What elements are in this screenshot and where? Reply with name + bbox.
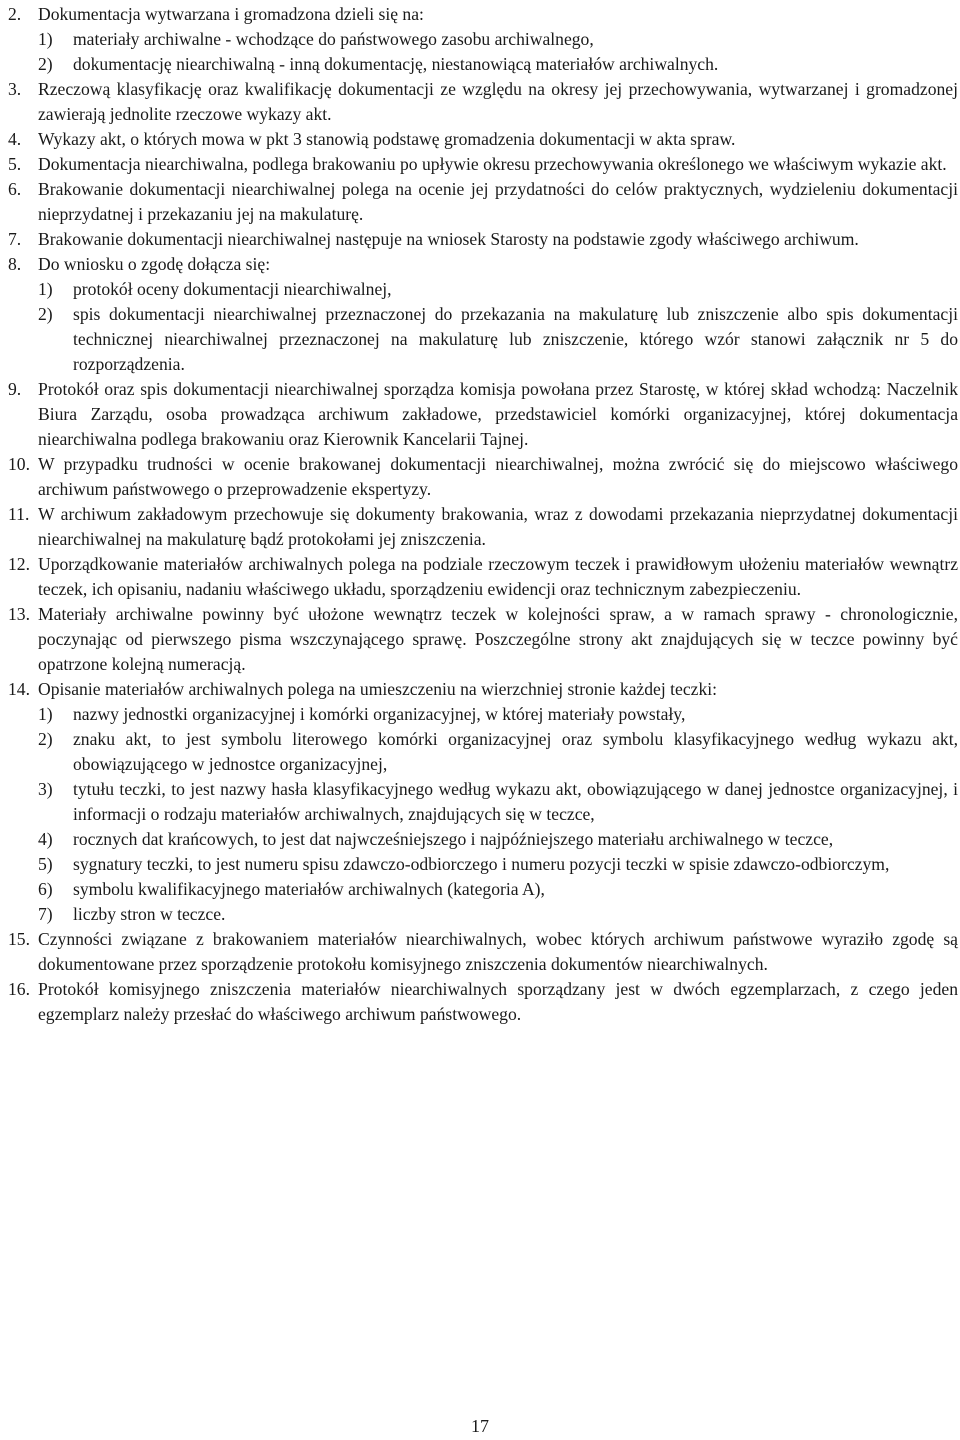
sub-item-number: 3) [38,779,53,799]
item-number: 3. [8,79,22,99]
sub-item-number: 7) [38,904,53,924]
item-number: 9. [8,379,22,399]
sub-item-text: materiały archiwalne - wchodzące do państwowego zasobu archiwalnego, [73,29,594,49]
sub-item-text: liczby stron w teczce. [73,904,226,924]
list-item [8,177,958,227]
item-text: Uporządkowanie materiałów archiwalnych polega na podziale rzeczowym teczek i prawidłowym ułożeniu materiałów wewnątrz teczek, ich opisaniu, nadaniu właściwego układu, sporządzeniu ewidencji oraz technicznym zabezpieczeniu. [38,554,958,599]
item-number: 14. [8,679,30,699]
sub-item-text: dokumentację niearchiwalną - inną dokumentację, niestanowiącą materiałów archiwalnych. [73,54,719,74]
item-text: Protokół oraz spis dokumentacji niearchiwalnej sporządza komisja powołana przez Starostę, w której skład wchodzą: Naczelnik Biura Zarządu, osoba prowadząca archiwum zakładowe, przedstawiciel komórki organizacyjnej, której dokumentacja niearchiwalna podlega brakowaniu oraz Kierownik Kancelarii Tajnej. [38,379,958,449]
item-number: 13. [8,604,30,624]
item-text: Czynności związane z brakowaniem materiałów niearchiwalnych, wobec których archiwum państwowe wyraziło zgodę są dokumentowane przez sporządzenie protokołu komisyjnego zniszczenia dokumentów niearchiwalnych. [38,929,958,974]
sub-item-number: 1) [38,279,53,299]
sub-item [38,727,958,777]
sub-item [38,702,958,727]
sub-item [38,277,958,302]
sub-item [38,827,958,852]
item-number: 2. [8,4,22,24]
list-item [8,2,958,77]
sub-item [38,852,958,877]
item-number: 10. [8,454,30,474]
sub-item [38,777,958,827]
sub-item-text: nazwy jednostki organizacyjnej i komórki organizacyjnej, w której materiały powstały, [73,704,686,724]
list-item [8,252,958,377]
item-number: 16. [8,979,30,999]
list-item [8,977,958,1027]
sub-item-number: 1) [38,704,53,724]
item-text: Brakowanie dokumentacji niearchiwalnej następuje na wniosek Starosty na podstawie zgody właściwego archiwum. [38,229,859,249]
list-item [8,677,958,927]
list-item [8,377,958,452]
item-number: 8. [8,254,22,274]
sub-item-number: 2) [38,54,53,74]
list-item [8,452,958,502]
page-number: 17 [471,1416,489,1436]
sub-item-text: protokół oceny dokumentacji niearchiwalnej, [73,279,392,299]
item-text: W archiwum zakładowym przechowuje się dokumenty brakowania, wraz z dowodami przekazania nieprzydatnej dokumentacji niearchiwalnej na makulaturę bądź protokołami jej zniszczenia. [38,504,958,549]
sub-item [38,877,958,902]
item-text: Materiały archiwalne powinny być ułożone wewnątrz teczek w kolejności spraw, a w ramach sprawy - chronologicznie, poczynając od pierwszego pisma wszczynającego sprawę. Poszczególne strony akt znajdujących się w teczce powinny być opatrzone kolejną numeracją. [38,604,958,674]
sub-item [38,27,958,52]
item-number: 15. [8,929,30,949]
sub-item-text: sygnatury teczki, to jest numeru spisu zdawczo-odbiorczego i numeru pozycji teczki w spisie zdawczo-odbiorczym, [73,854,890,874]
list-item [8,602,958,677]
item-text: Dokumentacja niearchiwalna, podlega brakowaniu po upływie okresu przechowywania określonego we właściwym wykazie akt. [38,154,947,174]
item-text: Dokumentacja wytwarzana i gromadzona dzieli się na: [38,4,424,24]
list-item [8,502,958,552]
document-body [8,2,958,1027]
sub-item-text: tytułu teczki, to jest nazwy hasła klasyfikacyjnego według wykazu akt, obowiązującego w danej jednostce organizacyjnej, i informacji o rodzaju materiałów archiwalnych, znajdujących się w teczce, [73,779,958,824]
item-text: Brakowanie dokumentacji niearchiwalnej polega na ocenie jej przydatności do celów praktycznych, wydzieleniu dokumentacji nieprzydatnej i przekazaniu jej na makulaturę. [38,179,958,224]
item-text: Protokół komisyjnego zniszczenia materiałów niearchiwalnych sporządzany jest w dwóch egzemplarzach, z czego jeden egzemplarz należy przesłać do właściwego archiwum państwowego. [38,979,958,1024]
sub-item-text: znaku akt, to jest symbolu literowego komórki organizacyjnej oraz symbolu klasyfikacyjnego według wykazu akt, obowiązującego w jednostce organizacyjnej, [73,729,958,774]
list-item [8,552,958,602]
sub-item-text: symbolu kwalifikacyjnego materiałów archiwalnych (kategoria A), [73,879,545,899]
item-text: W przypadku trudności w ocenie brakowanej dokumentacji niearchiwalnej, można zwrócić się do miejscowo właściwego archiwum państwowego o przeprowadzenie ekspertyzy. [38,454,958,499]
item-text: Do wniosku o zgodę dołącza się: [38,254,271,274]
item-number: 6. [8,179,22,199]
list-item [8,152,958,177]
list-item [8,127,958,152]
item-number: 7. [8,229,22,249]
sub-item-text: rocznych dat krańcowych, to jest dat najwcześniejszego i najpóźniejszego materiału archiwalnego w teczce, [73,829,834,849]
sub-item-number: 5) [38,854,53,874]
sub-item-number: 6) [38,879,53,899]
item-number: 12. [8,554,30,574]
sub-item-number: 2) [38,304,53,324]
sub-item-number: 1) [38,29,53,49]
item-number: 5. [8,154,22,174]
item-text: Wykazy akt, o których mowa w pkt 3 stanowią podstawę gromadzenia dokumentacji w akta spraw. [38,129,736,149]
sub-item [38,902,958,927]
sub-item-text: spis dokumentacji niearchiwalnej przeznaczonej do przekazania na makulaturę lub zniszczenie albo spis dokumentacji technicznej niearchiwalnej przeznaczonej na makulaturę lub zniszczenie, którego wzór stanowi załącznik nr 5 do rozporządzenia. [73,304,958,374]
item-number: 4. [8,129,22,149]
item-number: 11. [8,504,30,524]
list-item [8,77,958,127]
item-text: Opisanie materiałów archiwalnych polega na umieszczeniu na wierzchniej stronie każdej teczki: [38,679,718,699]
sub-item-number: 4) [38,829,53,849]
item-text: Rzeczową klasyfikację oraz kwalifikację dokumentacji ze względu na okresy jej przechowywania, wytwarzanej i gromadzonej zawierają jednolite rzeczowe wykazy akt. [38,79,958,124]
sub-item [38,302,958,377]
sub-item [38,52,958,77]
list-item [8,227,958,252]
sub-item-number: 2) [38,729,53,749]
list-item [8,927,958,977]
